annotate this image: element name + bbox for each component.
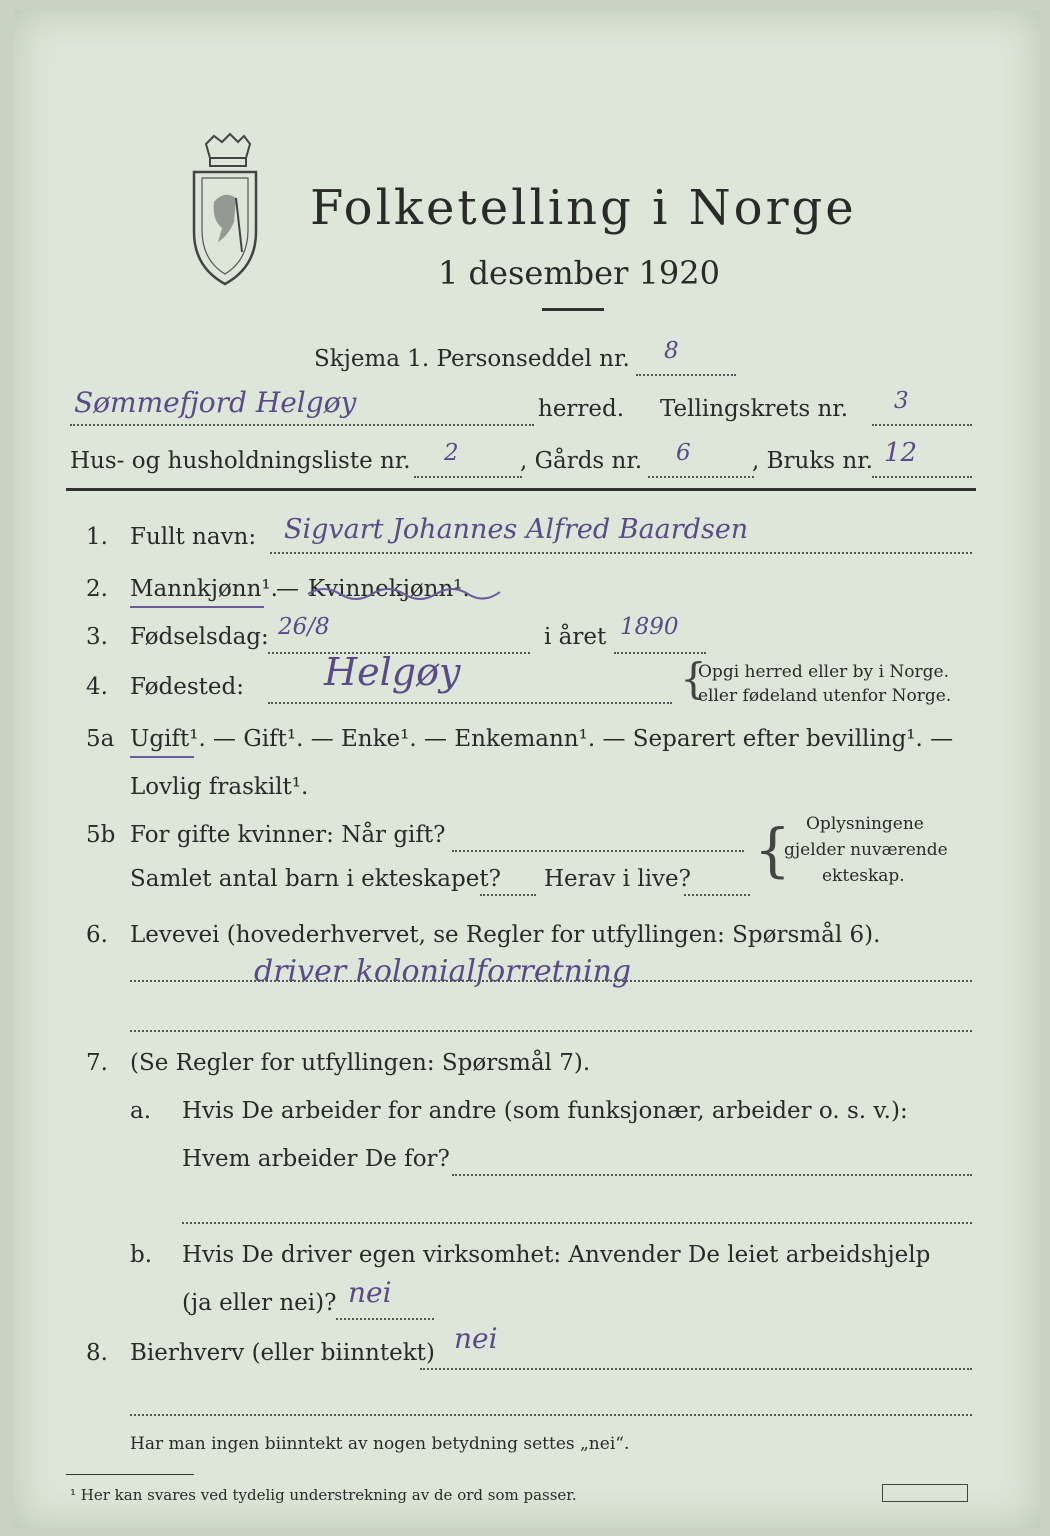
krets-label: Tellingskrets nr.	[660, 396, 849, 422]
hus-dots	[414, 476, 522, 478]
footer-note: Har man ingen biinntekt av nogen betydning settes „nei“.	[130, 1434, 630, 1454]
q7a-number: a.	[130, 1098, 152, 1124]
q4-brace-icon: {	[680, 654, 707, 703]
q4-note-1: Opgi herred eller by i Norge.	[698, 662, 949, 682]
q7-label: (Se Regler for utfyllingen: Spørsmål 7).	[130, 1050, 591, 1076]
q4-dots	[268, 702, 672, 704]
q7-number: 7.	[86, 1050, 108, 1076]
bruks-number: 12	[884, 438, 918, 468]
q1-label: Fullt navn:	[130, 524, 257, 550]
q5b-label-2: Samlet antal barn i ekteskapet?	[130, 866, 501, 892]
q1-number: 1.	[86, 524, 108, 550]
hus-number: 2	[444, 440, 459, 466]
q5b-number: 5b	[86, 822, 116, 848]
q5b-label-3: Herav i live?	[544, 866, 691, 892]
schema-label: Skjema 1. Personseddel nr.	[314, 346, 630, 372]
q6-dots-2	[130, 1030, 972, 1032]
birthplace-value: Helgøy	[324, 650, 461, 694]
coat-of-arms-icon	[184, 132, 264, 292]
female-strikeout-icon	[304, 582, 504, 602]
q7a-dots-1	[452, 1174, 972, 1176]
schema-number: 8	[664, 338, 679, 364]
hus-label: Hus- og husholdningsliste nr.	[70, 448, 411, 474]
full-name-value: Sigvart Johannes Alfred Baardsen	[284, 514, 749, 545]
census-date: 1 desember 1920	[438, 254, 720, 292]
bruks-dots	[872, 476, 972, 478]
marital-options-2: Lovlig fraskilt¹.	[130, 774, 309, 800]
year-label: i året	[544, 624, 607, 650]
herred-dots	[70, 424, 534, 426]
krets-number: 3	[894, 388, 909, 414]
header-divider	[66, 488, 976, 491]
q5b-dots-3	[684, 894, 750, 896]
hired-help-value: nei	[348, 1276, 392, 1309]
krets-dots	[872, 424, 972, 426]
q7b-text: Hvis De driver egen virksomhet: Anvender De leiet arbeidshjelp	[182, 1242, 931, 1268]
female-option: Kvinnekjønn¹.	[308, 576, 470, 602]
footnote: ¹ Her kan svares ved tydelig understrekning av de ord som passer.	[70, 1486, 577, 1504]
gards-dots	[648, 476, 754, 478]
q8-dots-1	[420, 1368, 972, 1370]
q6-number: 6.	[86, 922, 108, 948]
q5b-label: For gifte kvinner: Når gift?	[130, 822, 446, 848]
q4-note-2: eller fødeland utenfor Norge.	[698, 686, 952, 706]
q5b-dots-1	[452, 850, 744, 852]
q7a-text-2: Hvem arbeider De for?	[182, 1146, 450, 1172]
herred-value: Sømmefjord Helgøy	[74, 386, 357, 419]
q3-number: 3.	[86, 624, 108, 650]
q4-number: 4.	[86, 674, 108, 700]
male-underline	[130, 606, 264, 608]
marital-options: Ugift¹. — Gift¹. — Enke¹. — Enkemann¹. — Separert efter bevilling¹. —	[130, 726, 954, 752]
printer-stamp-icon	[882, 1484, 968, 1502]
q5b-dots-2	[480, 894, 536, 896]
q2-number: 2.	[86, 576, 108, 602]
q5b-note-2: gjelder nuværende	[784, 840, 948, 860]
gender-separator: —	[276, 576, 299, 602]
occupation-value: driver kolonialforretning	[254, 954, 632, 989]
birth-year-value: 1890	[620, 614, 679, 640]
q7b-dots	[336, 1318, 434, 1320]
q5a-number: 5a	[86, 726, 115, 752]
side-income-value: nei	[454, 1322, 498, 1355]
q4-label: Fødested:	[130, 674, 245, 700]
gards-number: 6	[676, 440, 691, 466]
q8-dots-2	[130, 1414, 972, 1416]
q6-label: Levevei (hovederhvervet, se Regler for utfyllingen: Spørsmål 6).	[130, 922, 881, 948]
q7b-text-2: (ja eller nei)?	[182, 1290, 337, 1316]
bruks-label: , Bruks nr.	[752, 448, 873, 474]
male-option: Mannkjønn¹.	[130, 576, 278, 602]
q7b-number: b.	[130, 1242, 153, 1268]
q8-number: 8.	[86, 1340, 108, 1366]
census-form	[14, 10, 1040, 1528]
q8-label: Bierhverv (eller biinntekt)	[130, 1340, 435, 1366]
birthday-value: 26/8	[278, 614, 330, 640]
title-divider	[542, 308, 604, 311]
q7a-dots-2	[182, 1222, 972, 1224]
gards-label: , Gårds nr.	[520, 448, 643, 474]
q3-label: Fødselsdag:	[130, 624, 269, 650]
q5b-note-3: ekteskap.	[822, 866, 905, 886]
q5b-note-1: Oplysningene	[806, 814, 924, 834]
q5b-brace-icon: {	[754, 816, 791, 884]
schema-dots	[636, 374, 736, 376]
footnote-divider	[66, 1474, 194, 1475]
herred-label: herred.	[538, 396, 625, 422]
form-title: Folketelling i Norge	[310, 180, 857, 236]
q1-dots	[270, 552, 972, 554]
q7a-text: Hvis De arbeider for andre (som funksjonær, arbeider o. s. v.):	[182, 1098, 908, 1124]
unmarried-underline	[130, 756, 194, 758]
q6-dots-1	[130, 980, 972, 982]
